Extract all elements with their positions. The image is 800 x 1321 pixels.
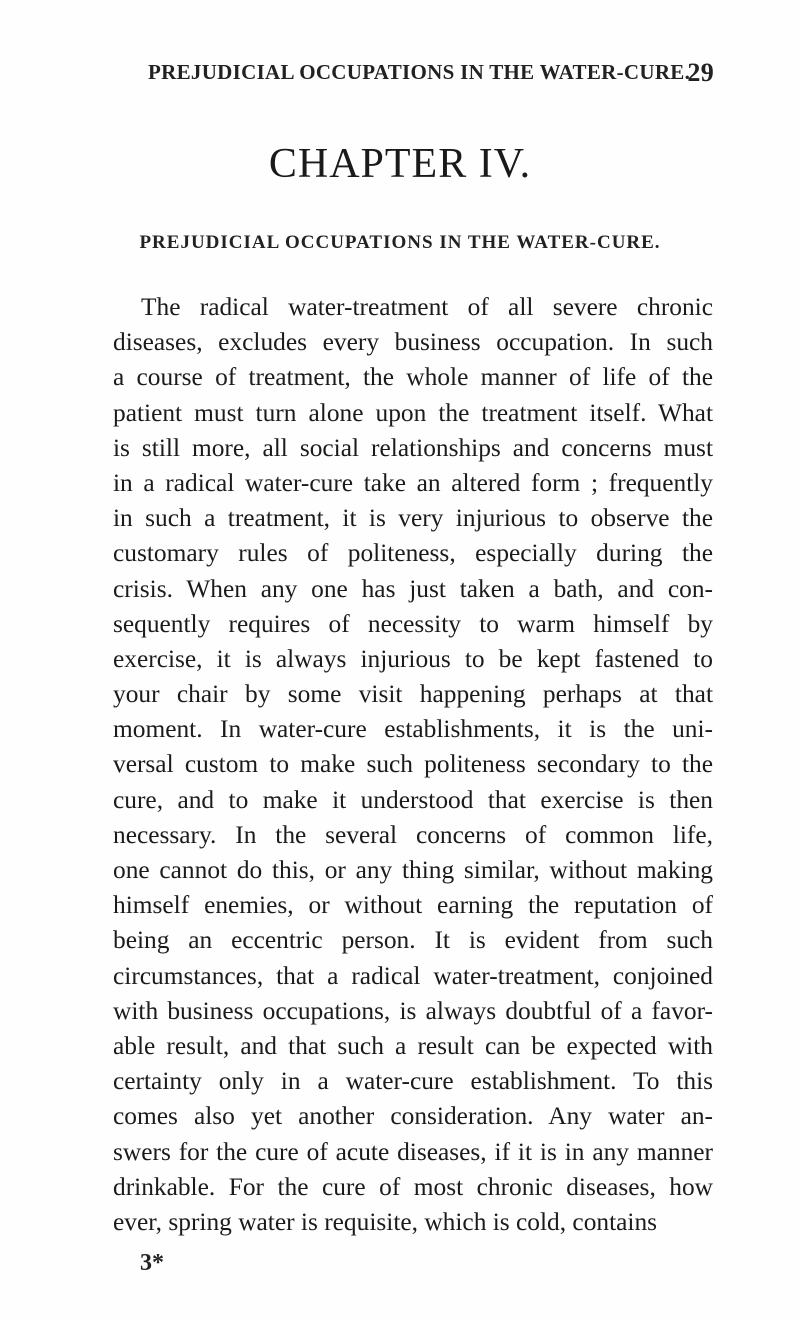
signature-mark: 3*	[140, 1250, 164, 1276]
text-line: customary rules of politeness, especially during the	[113, 539, 713, 568]
text-line: a course of treatment, the whole manner of life of the	[113, 363, 713, 392]
chapter-subtitle: PREJUDICIAL OCCUPATIONS IN THE WATER-CURE.	[139, 232, 661, 253]
chapter-title: CHAPTER IV.	[268, 141, 532, 187]
text-line: moment. In water-cure establishments, it is the uni-	[113, 715, 713, 744]
text-line: exercise, it is always injurious to be kept fastened to	[113, 644, 713, 673]
text-line: in such a treatment, it is very injurious to observe the	[113, 504, 713, 533]
text-line: crisis. When any one has just taken a bath, and con-	[113, 574, 713, 603]
text-line: swers for the cure of acute diseases, if it is in any manner	[113, 1137, 713, 1166]
text-line: with business occupations, is always doubtful of a favor-	[113, 996, 713, 1025]
text-line: certainty only in a water-cure establishment. To this	[113, 1067, 713, 1096]
text-line: your chair by some visit happening perhaps at that	[113, 680, 713, 709]
text-line: The radical water-treatment of all severe chronic	[141, 293, 713, 321]
text-line: being an eccentric person. It is evident from such	[113, 926, 713, 955]
text-line: in a radical water-cure take an altered form ; frequently	[113, 468, 713, 497]
text-line: one cannot do this, or any thing similar, without making	[113, 856, 713, 884]
text-line: circumstances, that a radical water-treatment, conjoined	[113, 961, 713, 990]
running-head-title: PREJUDICIAL OCCUPATIONS IN THE WATER-CURE.	[148, 60, 691, 84]
text-line: necessary. In the several concerns of common life,	[113, 820, 713, 849]
text-line: diseases, excludes every business occupation. In such	[113, 328, 713, 357]
text-line: is still more, all social relationships and concerns must	[113, 433, 713, 462]
running-head	[148, 60, 714, 88]
text-line: comes also yet another consideration. Any water an-	[113, 1102, 713, 1131]
text-line: patient must turn alone upon the treatment itself. What	[113, 398, 713, 427]
text-line: ever, spring water is requisite, which is cold, contains	[113, 1207, 658, 1236]
text-line: himself enemies, or without earning the reputation of	[113, 891, 713, 920]
text-line: versal custom to make such politeness secondary to the	[113, 750, 713, 779]
body-paragraph	[113, 290, 713, 1240]
page-number: 29	[687, 58, 714, 87]
text-line: sequently requires of necessity to warm himself by	[113, 609, 713, 638]
text-line: cure, and to make it understood that exercise is then	[113, 785, 713, 814]
text-line: drinkable. For the cure of most chronic diseases, how	[113, 1172, 713, 1201]
text-line: able result, and that such a result can be expected with	[113, 1031, 713, 1060]
